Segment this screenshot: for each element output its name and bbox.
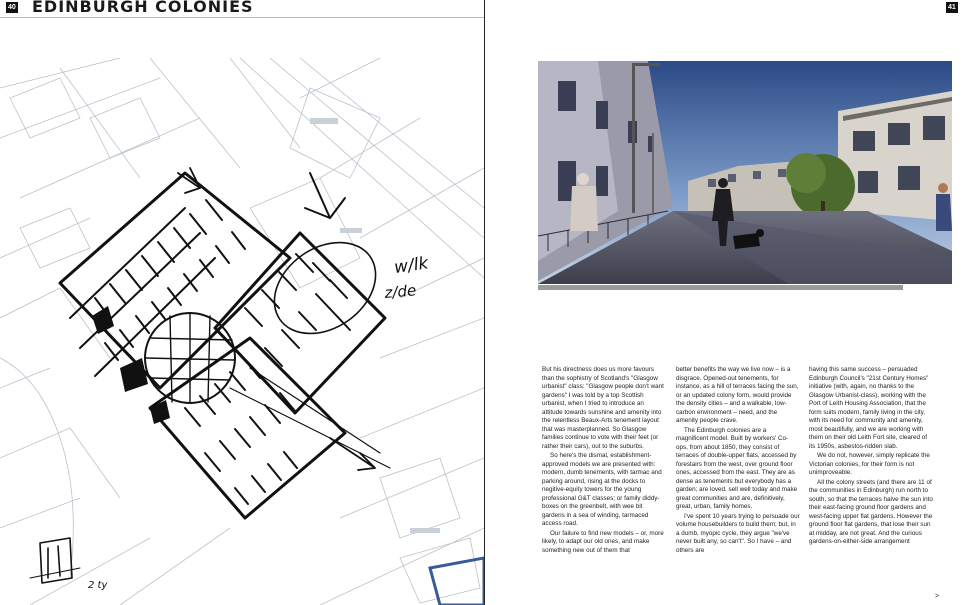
paragraph: having this same success – persuaded Edinburgh Council's "21st Century Homes" initiative (with, again, no thanks to the Glasgow Urbanist-class), working with the Port of Leith Housing Association, that the form suits modern, family living in the city, with its need for community and amenity, most beautifully, and we are working with them on their old Leith Fort site, cleared of its 1950s, asbestos-ridden slab. [809, 366, 929, 450]
sketch-annotation-walk: w/lk [392, 253, 430, 278]
paragraph: But his directness does us more favours than the sophistry of Scotland's "Glasgow urbanist" class: "Glasgow people don't want gardens" I was told by a top Scottish urbanist, when I tried to introduce an attitude towards sunshine and amenity into the relentless Beaux-Arts tenement layout that was masterplanned. So Glasgow families continue to vote with their feet (or rather their cars), out to the suburbs. [542, 366, 664, 450]
paragraph: I've spent 10 years trying to persuade our volume housebuilders to build them; but, in a dumb, myopic cycle, they argue "we've never built any, so can't". So I have – and others are [676, 512, 800, 554]
photo-caption-bar [538, 285, 903, 290]
paragraph: We do not, however, simply replicate the Victorian colonies, for their form is not unimproveable. [809, 452, 930, 476]
text-column-1 [542, 366, 666, 556]
paragraph: better benefits the way we live now – is a disgrace. Opened-out tenements, for instance, as a hill of terraces facing the sun, or an updated colony form, would provide the density cities – and a walkable, low-carbon environment – need, and the amenity people crave. [676, 366, 799, 424]
text-column-3 [809, 366, 933, 548]
sketch-annotation-bottom: 2 ty [88, 580, 108, 591]
masterplan-sketch [0, 58, 484, 605]
header-rule [0, 17, 484, 18]
text-column-2 [676, 366, 800, 556]
page-number-right: 41 [948, 4, 956, 11]
continue-arrow[interactable]: > [935, 593, 940, 600]
paragraph: So here's the dismal, establishment-approved models we are presented with: modern, dumb tenements, with tarmac and parking around, rising at the docks to negitive-equity towers for the young professional G&T classes; or family diddy-boxes on the greenbelt, with wee bit gardens in a sea of winding, tarmaced access road. [542, 452, 662, 527]
sketch-annotation-zone: z/de [383, 281, 417, 302]
right-page [485, 0, 967, 605]
page-number-left: 40 [8, 4, 16, 11]
paragraph: The Edinburgh colonies are a magnificent model. Built by workers' Co-ops, from about 1850, they consist of terraces of double-upper flats, accessed by forestairs from the west, over ground floor ones, accessed from the east. They are as dense as tenements but everybody has a garden; are loved, sell well today and make great communities and are, definitively, great, urban, family homes. [676, 426, 798, 510]
paragraph: All the colony streets (and there are 11 of the communities in Edinburgh) run north to south, so that the terraces halve the sun into their east-facing ground floor gardens and west-facing upper flat gardens. However the ground floor flat gardens, that lose their sun at midday, are not great. And the curious gardens-on-either-side arrangement [809, 478, 933, 545]
paragraph: Our failure to find new models – or, more likely, to adapt our old ones, and make something new out of them that [542, 529, 664, 554]
running-title: EDINBURGH COLONIES [32, 0, 254, 16]
street-photo [538, 61, 952, 284]
